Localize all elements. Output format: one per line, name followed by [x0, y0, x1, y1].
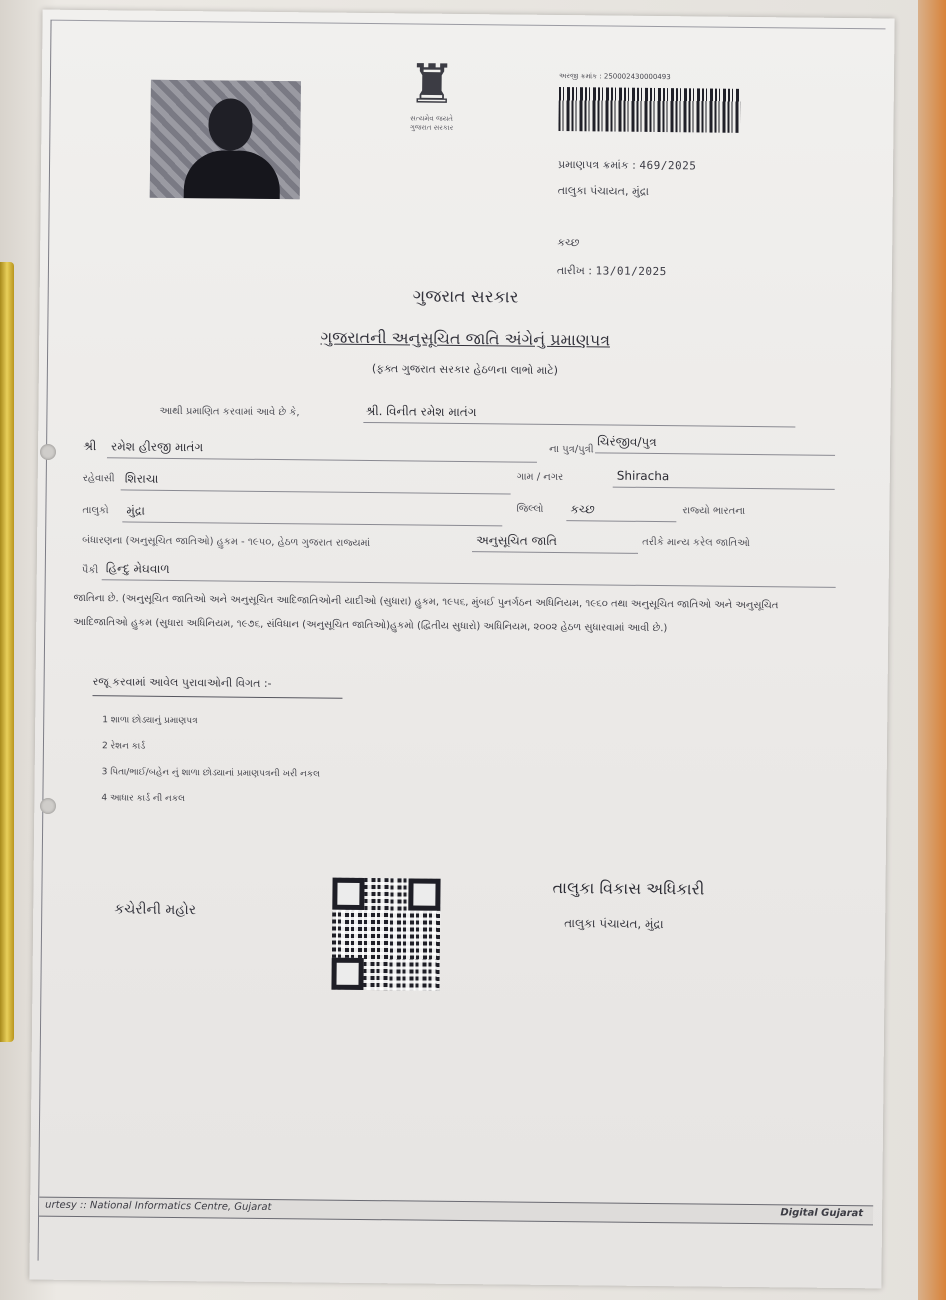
document-item: 2 રેશન કાર્ડ	[101, 741, 146, 752]
taluka-label: તાલુકો	[82, 505, 109, 517]
village-label: ગામ / નગર	[516, 471, 564, 484]
holder-name: શ્રી. વિનીત રમેશ માતંગ	[365, 403, 477, 420]
order-text: બંધારણના (અનુસૂચિત જાતિઓ) હુકમ - ૧૯૫૦, હેઠળ ગુજરાત રાજ્યમાં	[82, 535, 371, 550]
office-stamp-label: કચેરીની મહોર	[114, 901, 197, 919]
category-suffix: તરીકે માન્ય કરેલ જાતિઓ	[642, 536, 750, 550]
issuing-place: કચ્છ	[557, 235, 580, 250]
certificate-number-value: 469/2025	[639, 158, 697, 173]
barcode	[558, 72, 741, 152]
relation-label: ના પુત્ર/પુત્રી	[549, 443, 594, 456]
caste-prefix: પૈકી	[81, 565, 99, 577]
category-value: અનુસૂચિત જાતિ	[476, 533, 558, 548]
issuing-office: તાલુકા પંચાયત, મુંદ્રા	[557, 183, 650, 198]
issue-date-value: 13/01/2025	[595, 264, 667, 279]
taluka-value: મુંદ્રા	[126, 503, 146, 518]
relation-value: ચિરંજીવ/પુત્ર	[597, 434, 657, 450]
punch-hole	[40, 798, 56, 814]
certificate-frame	[38, 20, 886, 1270]
brand-text: Digital Gujarat	[780, 1207, 864, 1220]
certify-label: આથી પ્રમાણિત કરવામાં આવે છે કે,	[159, 405, 300, 419]
documents-heading: રજૂ કરવામાં આવેલ પુરાવાઓની વિગત :-	[92, 675, 342, 699]
issue-date	[557, 264, 667, 279]
certificate-number	[558, 158, 696, 173]
legal-paragraph: જાતિના છે. (અનુસૂચિત જાતિઓ અને અનુસૂચિત આદિજાતિઓની યાદીઓ (સુધારા) હુકમ, ૧૯૫૬, મુંબઈ પુનર્ગઠન અધિનિયમ, ૧૯૬૦ તથા અનુસૂચિત જાતિઓ અને અનુસૂચિત આદિજાતિઓ હુકમ (સુધારા અધિનિયમ, ૧૯૭૬, સંવિધાન (અનુસૂચિત જાતિઓ)હુકમો (દ્વિતીય સુધારો) અધિનિયમ, ૨૦૦૨ હેઠળ સુધારવામાં આવી છે.)	[73, 592, 779, 635]
certificate-subtitle: (ફક્ત ગુજરાત સરકાર હેઠળના લાભો માટે)	[371, 362, 559, 377]
district-value: કચ્છ	[570, 502, 595, 517]
qr-code	[331, 878, 440, 991]
document-item: 1 શાળા છોડ્યાનું પ્રમાણપત્ર	[102, 715, 198, 727]
certificate-title: ગુજરાતની અનુસૂચિત જાતિ અંગેનું પ્રમાણપત્ર	[320, 327, 611, 350]
state-label: રાજ્યો ભારતના	[682, 505, 746, 517]
certificate-number-label: પ્રમાણપત્ર ક્રમાંક :	[558, 157, 636, 172]
caste-value: હિન્દુ મેઘવાળ	[105, 561, 170, 576]
national-emblem	[396, 54, 467, 165]
barcode-number: અરજી ક્રમાંક : 250002430000493	[558, 71, 671, 82]
applicant-photo	[150, 80, 301, 200]
document-item: 3 પિતા/ભાઈ/બહેન નું શાળા છોડ્યાનાં પ્રમાણપત્રની ખરી નકલ	[101, 767, 321, 780]
residence-label: રહેવાસી	[82, 473, 115, 485]
emblem-caption: સત્યમેવ જયતે	[410, 114, 454, 123]
courtesy-text: urtesy :: National Informatics Centre, Gujarat	[45, 1199, 272, 1214]
village-value: Shiracha	[616, 468, 670, 484]
lion-capital-icon: ♜	[407, 52, 457, 116]
issue-date-label: તારીખ :	[556, 263, 593, 278]
government-title: ગુજરાત સરકાર	[412, 286, 519, 308]
emblem-caption-gov: ગુજરાત સરકાર	[409, 123, 454, 132]
district-label: જિલ્લો	[516, 503, 544, 515]
binder-clip	[0, 262, 14, 1042]
table-edge	[918, 0, 946, 1300]
document-item: 4 આધાર કાર્ડ ની નકલ	[101, 793, 185, 805]
barcode-bars	[558, 87, 740, 133]
officer-title: તાલુકા વિકાસ અધિકારી	[552, 877, 705, 899]
footer-bar	[39, 1197, 873, 1226]
father-prefix: શ્રી	[83, 439, 97, 454]
punch-hole	[40, 444, 56, 460]
officer-office: તાલુકા પંચાયત, મુંદ્રા	[564, 916, 664, 932]
father-name: રમેશ હીરજી માતંગ	[111, 439, 204, 455]
certificate-page	[29, 10, 894, 1289]
residence-value: શિરાચા	[124, 471, 159, 486]
